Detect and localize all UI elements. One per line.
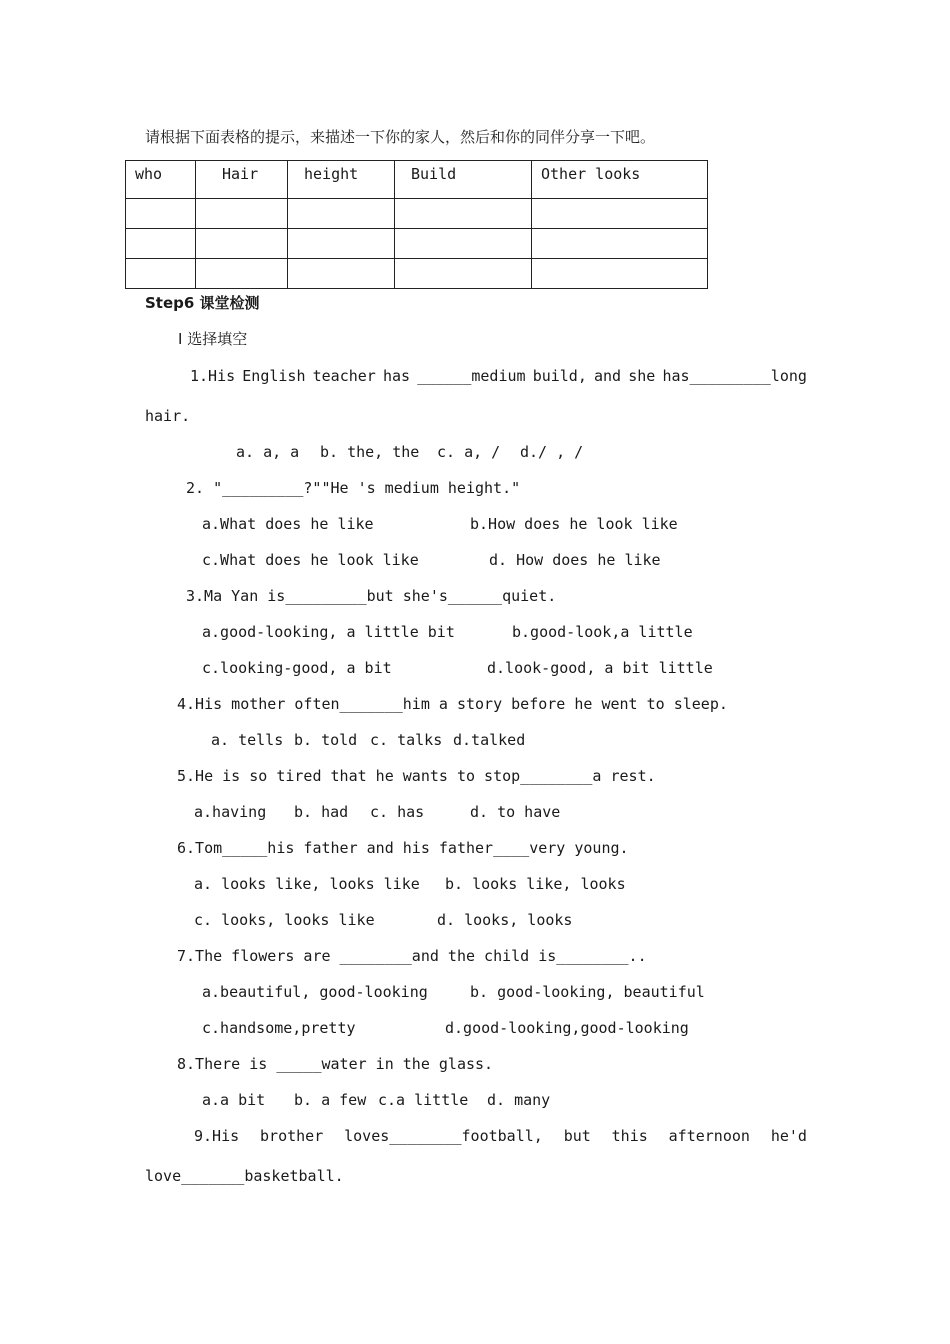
stem-word: teacher — [312, 367, 376, 385]
question-9-stem — [194, 1126, 807, 1146]
stem-word: has_________long — [662, 367, 807, 385]
stem-word: English — [242, 367, 306, 385]
family-description-table — [125, 160, 708, 289]
stem-word: he'd — [770, 1127, 807, 1145]
stem-word: build, — [532, 367, 587, 385]
option-d[interactable]: d. many — [487, 1091, 551, 1109]
question-9-stem-continued: love_______basketball. — [145, 1167, 344, 1185]
question-7-stem: 7.The flowers are ________and the child is________.. — [177, 947, 647, 965]
table-cell[interactable] — [126, 229, 196, 259]
stem-word: 9.His — [194, 1127, 240, 1145]
table-cell[interactable] — [532, 199, 708, 229]
option-c[interactable]: c.a little — [378, 1091, 469, 1109]
option-b[interactable]: b. looks like, looks — [445, 875, 626, 893]
question-3-stem: 3.Ma Yan is_________but she's______quiet. — [186, 587, 557, 605]
option-a[interactable]: a.a bit — [202, 1091, 266, 1109]
table-cell[interactable] — [126, 259, 196, 289]
table-header-cell: who — [126, 161, 196, 199]
option-b[interactable]: b. good-looking, beautiful — [470, 983, 705, 1001]
table-cell[interactable] — [288, 259, 395, 289]
stem-word: this — [611, 1127, 648, 1145]
option-d[interactable]: d. How does he like — [489, 551, 661, 569]
option-a[interactable]: a. tells — [211, 731, 284, 749]
section-heading: I 选择填空 — [178, 330, 248, 348]
option-b[interactable]: b.good-look,a little — [512, 623, 693, 641]
option-d[interactable]: d.look-good, a bit little — [487, 659, 713, 677]
option-c[interactable]: c.What does he look like — [202, 551, 419, 569]
table-cell[interactable] — [196, 259, 288, 289]
table-cell[interactable] — [395, 229, 532, 259]
stem-word: brother — [260, 1127, 324, 1145]
question-1-stem-continued: hair. — [145, 407, 191, 425]
option-a[interactable]: a.What does he like — [202, 515, 374, 533]
stem-word: she — [628, 367, 656, 385]
option-b[interactable]: b. told — [294, 731, 358, 749]
option-a[interactable]: a. looks like, looks like — [194, 875, 420, 893]
table-row — [126, 229, 708, 259]
intro-text: 请根据下面表格的提示，来描述一下你的家人，然后和你的同伴分享一下吧。 — [145, 128, 656, 146]
table-cell[interactable] — [196, 199, 288, 229]
option-a[interactable]: a. a, a — [236, 443, 300, 461]
table-header-cell: Other looks — [532, 161, 708, 199]
option-a[interactable]: a.beautiful, good-looking — [202, 983, 428, 1001]
step-heading: Step6 课堂检测 — [145, 294, 260, 312]
option-c[interactable]: c.looking-good, a bit — [202, 659, 392, 677]
stem-word: has — [382, 367, 411, 385]
table-cell[interactable] — [126, 199, 196, 229]
stem-word: but — [563, 1127, 591, 1145]
table-row — [126, 199, 708, 229]
stem-word: loves________football, — [344, 1127, 543, 1145]
table-header-cell: Build — [395, 161, 532, 199]
option-d[interactable]: d./ , / — [520, 443, 584, 461]
question-6-stem: 6.Tom_____his father and his father____very young. — [177, 839, 629, 857]
stem-word: afternoon — [668, 1127, 750, 1145]
question-2-stem: 2. "_________?""He 's medium height." — [186, 479, 521, 497]
table-cell[interactable] — [532, 229, 708, 259]
option-d[interactable]: d.good-looking,good-looking — [445, 1019, 689, 1037]
option-b[interactable]: b. the, the — [320, 443, 420, 461]
table-row — [126, 259, 708, 289]
option-b[interactable]: b.How does he look like — [470, 515, 678, 533]
table-cell[interactable] — [395, 199, 532, 229]
question-8-stem: 8.There is _____water in the glass. — [177, 1055, 494, 1073]
table-cell[interactable] — [196, 229, 288, 259]
table-header-cell: Hair — [196, 161, 288, 199]
option-a[interactable]: a.good-looking, a little bit — [202, 623, 455, 641]
option-b[interactable]: b. a few — [294, 1091, 367, 1109]
option-d[interactable]: d. looks, looks — [437, 911, 573, 929]
table-cell[interactable] — [288, 199, 395, 229]
stem-word: and — [594, 367, 622, 385]
stem-word: ______medium — [417, 367, 526, 385]
option-c[interactable]: c. a, / — [437, 443, 501, 461]
option-c[interactable]: c. talks — [370, 731, 443, 749]
table-header-row — [126, 161, 708, 199]
table-cell[interactable] — [532, 259, 708, 289]
question-1-stem — [190, 366, 807, 386]
table-cell[interactable] — [395, 259, 532, 289]
option-c[interactable]: c. looks, looks like — [194, 911, 375, 929]
question-5-stem: 5.He is so tired that he wants to stop________a rest. — [177, 767, 656, 785]
option-a[interactable]: a.having — [194, 803, 267, 821]
option-d[interactable]: d. to have — [470, 803, 561, 821]
option-b[interactable]: b. had — [294, 803, 349, 821]
option-c[interactable]: c. has — [370, 803, 425, 821]
question-4-stem: 4.His mother often_______him a story before he went to sleep. — [177, 695, 728, 713]
table-header-cell: height — [288, 161, 395, 199]
stem-word: 1.His — [190, 367, 236, 385]
option-c[interactable]: c.handsome,pretty — [202, 1019, 356, 1037]
table-cell[interactable] — [288, 229, 395, 259]
option-d[interactable]: d.talked — [453, 731, 526, 749]
